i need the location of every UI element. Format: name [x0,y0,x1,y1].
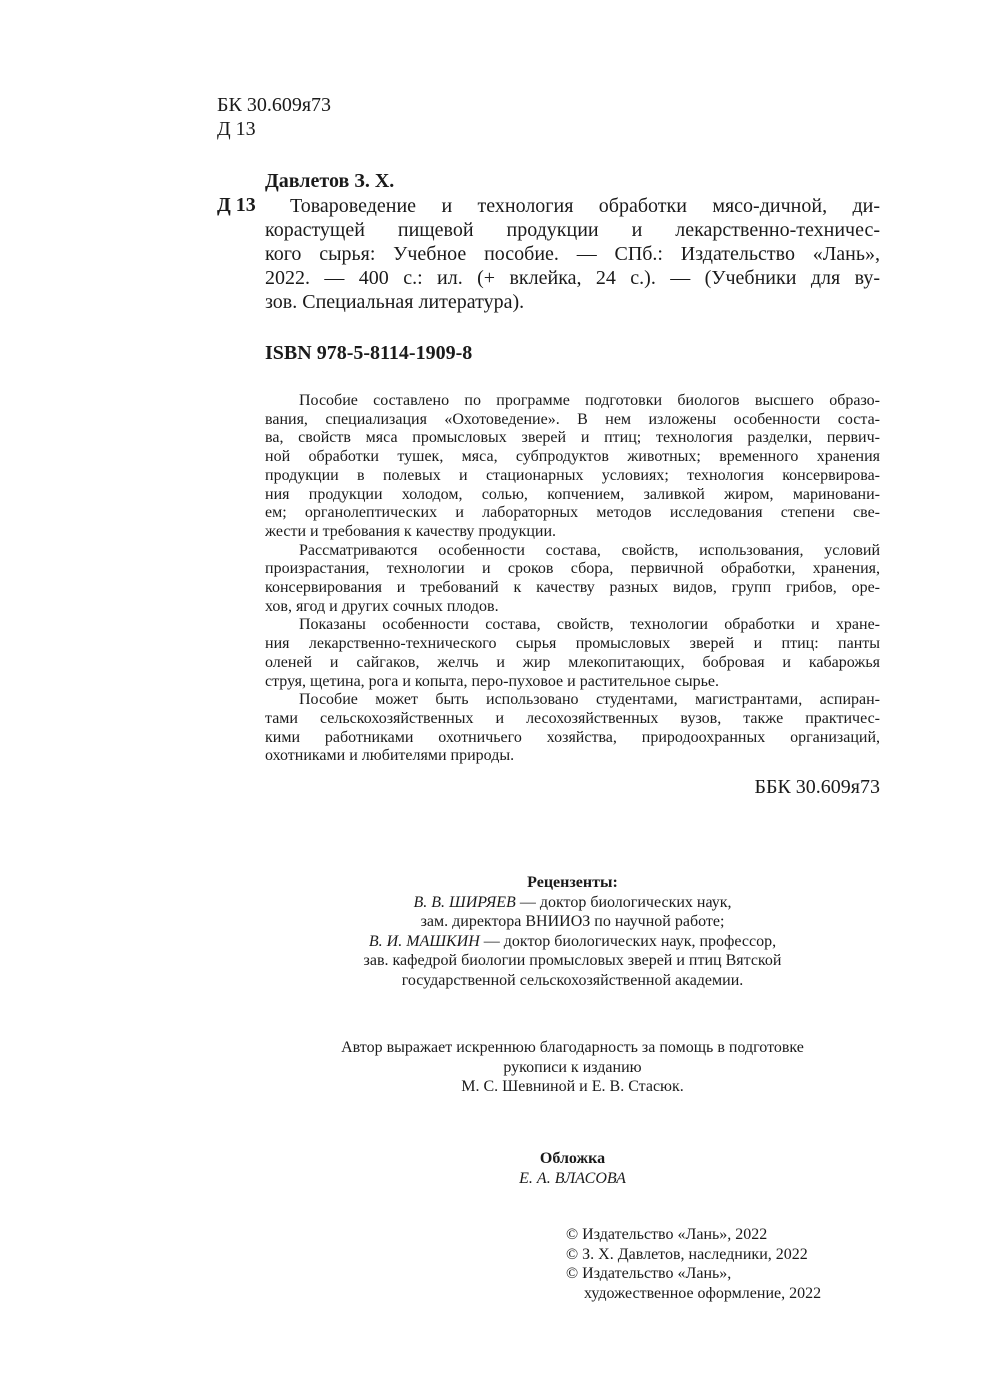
reviewer-name: В. И. МАШКИН [368,932,480,950]
abstract-line: охотниками и любителями природы. [265,747,515,765]
bibliographic-description [265,218,880,314]
reviewer-credentials: — доктор биологических наук, [515,893,732,911]
acknowledgement-line: рукописи к изданию [503,1058,642,1076]
abstract-line: оленей и сайгаков, желчь и жир млекопитающих, бобровая и кабарожья [265,653,880,671]
copyright-line: © Издательство «Лань», [566,1265,732,1282]
copyright-line: художественное оформление, 2022 [584,1284,822,1302]
reviewer-position: зав. кафедрой биологии промысловых зверей и птиц Вятской [363,952,782,969]
abstract-line: ной обработки тушек, мяса, субпродуктов животных; временного хранения [265,448,880,466]
author-name: Давлетов З. Х. [265,170,395,192]
acknowledgement-line: М. С. Шевниной и Е. В. Стасюк. [461,1078,684,1095]
bbk-index: ББК 30.609я73 [754,776,880,798]
acknowledgement [250,1038,895,1097]
abstract-line: Пособие может быть использовано студентами, магистрантами, аспиран- [299,691,880,709]
isbn: ISBN 978-5-8114-1909-8 [265,342,473,364]
copyright [566,1225,821,1303]
abstract-line: тами сельскохозяйственных и лесохозяйственных вузов, также практичес- [265,709,880,727]
cover-artist: Е. А. ВЛАСОВА [519,1169,626,1187]
abstract-line: струя, щетина, рога и копыта, перо-пуховое и растительное сырье. [265,672,719,690]
acknowledgement-line: Автор выражает искреннюю благодарность за помощь в подготовке [341,1039,804,1056]
reviewers [250,873,895,990]
abstract-line: произрастания, технологии и сроков сбора, первичной обработки, хранения, [265,560,880,578]
description-line: Товароведение и технология обработки мясо-дичной, ди- [290,195,880,217]
abstract-line: ния лекарственно-технического сырья промысловых зверей и птиц: панты [265,635,880,653]
copyright-line: © Издательство «Лань», 2022 [566,1226,768,1243]
entry-mark: Д 13 [217,194,256,216]
bibliographic-description-first [290,194,880,218]
description-line: кого сырья: Учебное пособие. — СПб.: Издательство «Лань», [265,243,880,265]
reviewer-name: В. В. ШИРЯЕВ [413,893,516,911]
abstract [265,392,880,766]
bbk-code: БК 30.609я73 [217,94,332,116]
author-mark: Д 13 [217,118,256,140]
abstract-line: продукции в полевых и стационарных условиях; технология консервирова- [265,466,880,484]
cover-title: Обложка [539,1150,606,1167]
abstract-line: жести и требования к качеству продукции. [265,522,557,540]
description-line: корастущей пищевой продукции и лекарственно-техничес- [265,219,880,241]
reviewers-title: Рецензенты: [527,874,618,891]
reviewer-position: государственной сельскохозяйственной академии. [401,971,744,989]
description-line: зов. Специальная литература). [265,291,525,313]
abstract-line: кими работниками охотничьего хозяйства, природоохранных организаций, [265,728,880,746]
cover-credit [250,1149,895,1188]
copyright-line: © З. Х. Давлетов, наследники, 2022 [566,1245,808,1263]
abstract-line: консервирования и требований к качеству разных видов, групп грибов, оре- [265,579,880,597]
description-line: 2022. — 400 с.: ил. (+ вклейка, 24 с.). — (Учебники для ву- [265,267,880,289]
abstract-line: ва, свойств мяса промысловых зверей и птиц; технология разделки, первич- [265,429,880,447]
reviewer-position: зам. директора ВНИИОЗ по научной работе; [420,913,725,930]
abstract-line: ем; органолептических и лабораторных методов исследования степени све- [265,504,880,522]
abstract-line: вания, специализация «Охотоведение». В нем изложены особенности соста- [265,410,880,428]
abstract-line: Пособие составлено по программе подготовки биологов высшего образо- [299,392,880,409]
reviewer-credentials: — доктор биологических наук, профессор, [479,932,777,950]
abstract-line: ния продукции холодом, солью, копчением, заливкой жиром, мариновани- [265,485,880,503]
abstract-line: Показаны особенности состава, свойств, технологии обработки и хране- [299,616,880,634]
abstract-line: Рассматриваются особенности состава, свойств, использования, условий [299,541,880,559]
abstract-line: хов, ягод и других сочных плодов. [265,597,499,615]
